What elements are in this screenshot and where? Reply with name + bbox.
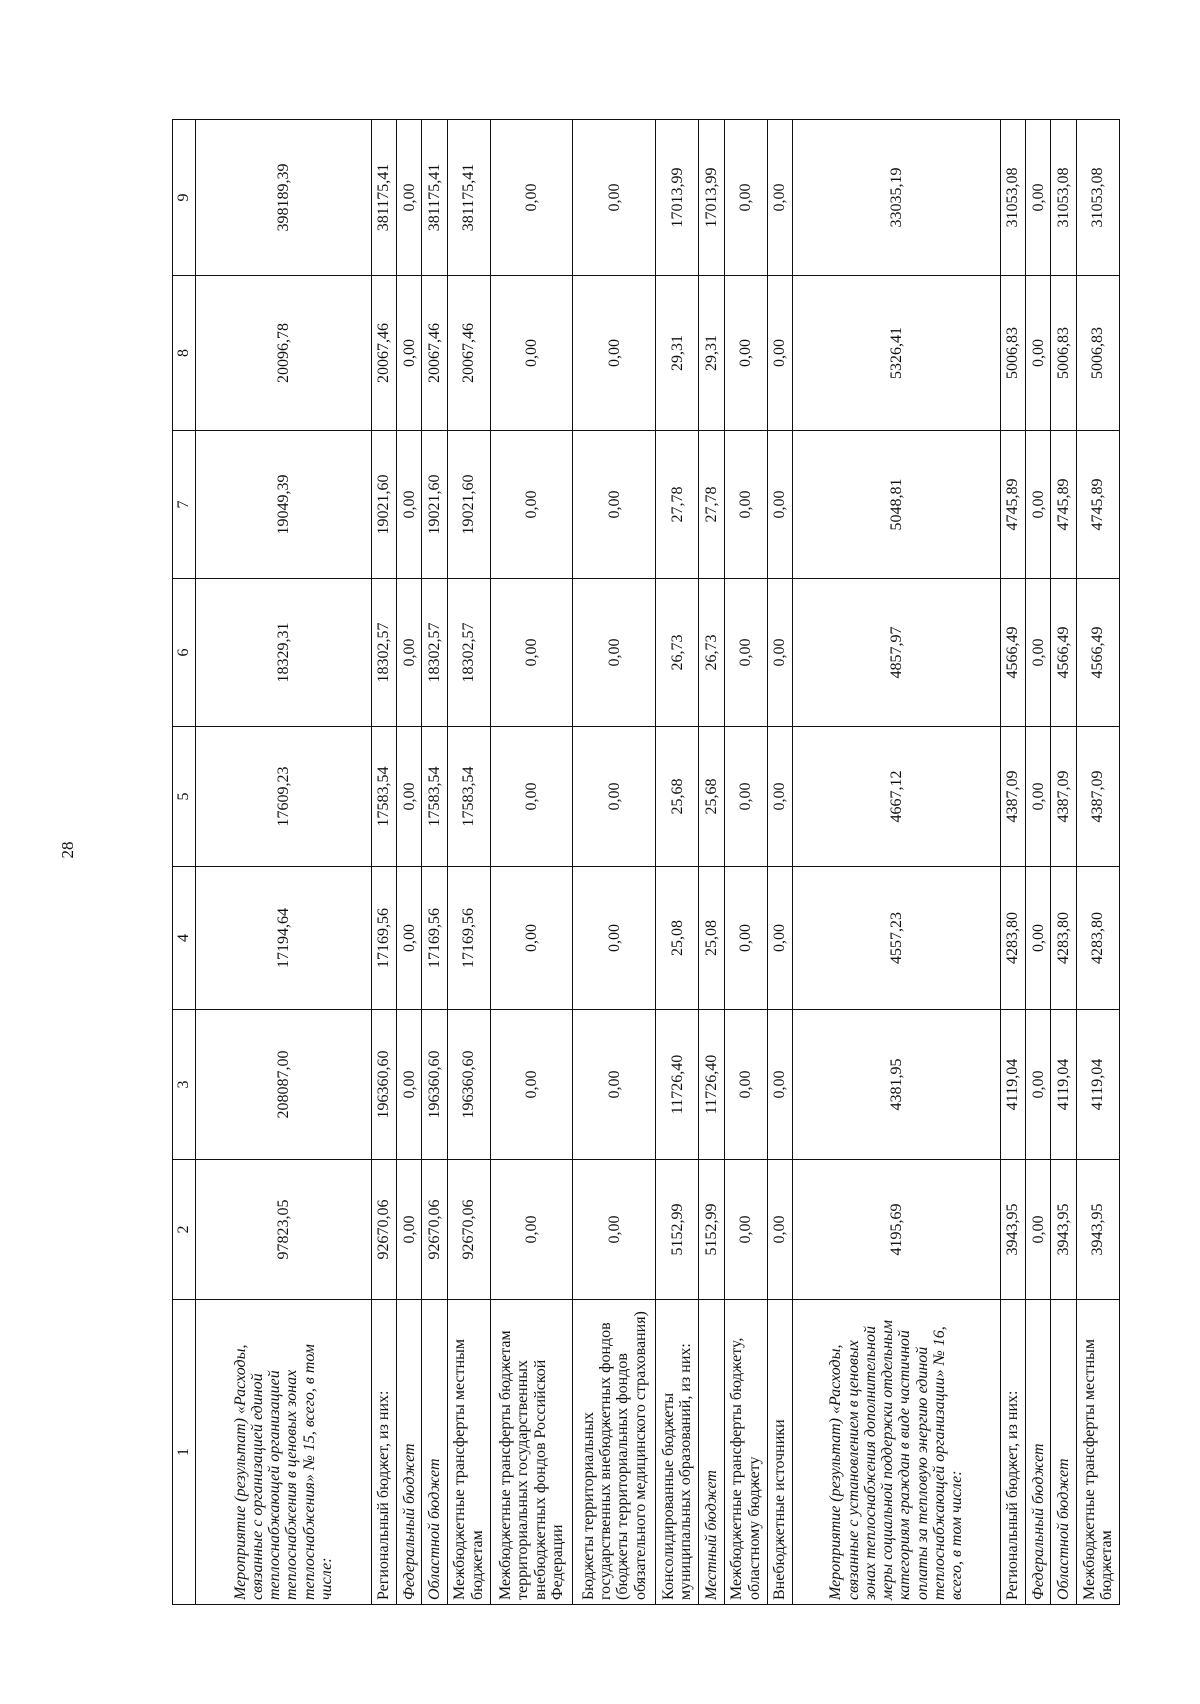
table-row bbox=[371, 120, 396, 1605]
value-cell: 0,00 bbox=[573, 1160, 656, 1300]
table-row bbox=[490, 120, 573, 1605]
value-cell: 0,00 bbox=[573, 727, 656, 867]
value-cell: 381175,41 bbox=[422, 120, 447, 276]
value-cell: 0,00 bbox=[724, 1010, 767, 1160]
value-cell: 381175,41 bbox=[447, 120, 490, 276]
column-header: 7 bbox=[173, 431, 196, 579]
value-cell: 0,00 bbox=[767, 1010, 792, 1160]
value-cell: 0,00 bbox=[767, 276, 792, 431]
value-cell: 5006,83 bbox=[1051, 276, 1076, 431]
value-cell: 0,00 bbox=[724, 1160, 767, 1300]
value-cell: 0,00 bbox=[1026, 276, 1051, 431]
value-cell: 19021,60 bbox=[447, 431, 490, 579]
row-label: Региональный бюджет, из них: bbox=[371, 1300, 396, 1605]
row-label: Межбюджетные трансферты бюджету, областному бюджету bbox=[724, 1300, 767, 1605]
value-cell: 4667,12 bbox=[792, 727, 1000, 867]
value-cell: 4283,80 bbox=[1076, 867, 1119, 1010]
header-row bbox=[173, 120, 196, 1605]
value-cell: 0,00 bbox=[1026, 727, 1051, 867]
value-cell: 0,00 bbox=[1026, 120, 1051, 276]
value-cell: 0,00 bbox=[724, 120, 767, 276]
value-cell: 26,73 bbox=[699, 579, 724, 727]
value-cell: 0,00 bbox=[1026, 579, 1051, 727]
value-cell: 0,00 bbox=[767, 727, 792, 867]
value-cell: 0,00 bbox=[573, 579, 656, 727]
value-cell: 18302,57 bbox=[422, 579, 447, 727]
value-cell: 5006,83 bbox=[1076, 276, 1119, 431]
row-label: Консолидированные бюджеты муниципальных образований, из них: bbox=[656, 1300, 699, 1605]
row-label: Федеральный бюджет bbox=[397, 1300, 422, 1605]
value-cell: 0,00 bbox=[767, 431, 792, 579]
table-row bbox=[724, 120, 767, 1605]
value-cell: 18302,57 bbox=[371, 579, 396, 727]
value-cell: 25,08 bbox=[656, 867, 699, 1010]
value-cell: 29,31 bbox=[656, 276, 699, 431]
table-row bbox=[1000, 120, 1025, 1605]
value-cell: 0,00 bbox=[724, 431, 767, 579]
row-label: Мероприятие (результат) «Расходы, связанные с организацией единой теплоснабжающей организацией теплоснабжения в ценовых зонах теплоснабжения» № 15, всего, в том числе: bbox=[196, 1300, 372, 1605]
value-cell: 17609,23 bbox=[196, 727, 372, 867]
table-row bbox=[767, 120, 792, 1605]
table-row bbox=[397, 120, 422, 1605]
value-cell: 0,00 bbox=[767, 120, 792, 276]
value-cell: 4387,09 bbox=[1076, 727, 1119, 867]
value-cell: 17169,56 bbox=[422, 867, 447, 1010]
value-cell: 20096,78 bbox=[196, 276, 372, 431]
column-header: 9 bbox=[173, 120, 196, 276]
value-cell: 5326,41 bbox=[792, 276, 1000, 431]
value-cell: 19021,60 bbox=[371, 431, 396, 579]
value-cell: 196360,60 bbox=[422, 1010, 447, 1160]
value-cell: 20067,46 bbox=[371, 276, 396, 431]
value-cell: 4387,09 bbox=[1000, 727, 1025, 867]
value-cell: 18302,57 bbox=[447, 579, 490, 727]
value-cell: 5152,99 bbox=[656, 1160, 699, 1300]
value-cell: 92670,06 bbox=[447, 1160, 490, 1300]
value-cell: 3943,95 bbox=[1000, 1160, 1025, 1300]
rotated-table-wrapper bbox=[172, 120, 1120, 1605]
table-row bbox=[447, 120, 490, 1605]
value-cell: 0,00 bbox=[490, 276, 573, 431]
row-label: Областной бюджет bbox=[1051, 1300, 1076, 1605]
value-cell: 4857,97 bbox=[792, 579, 1000, 727]
value-cell: 0,00 bbox=[573, 431, 656, 579]
value-cell: 208087,00 bbox=[196, 1010, 372, 1160]
value-cell: 4566,49 bbox=[1000, 579, 1025, 727]
value-cell: 26,73 bbox=[656, 579, 699, 727]
value-cell: 31053,08 bbox=[1000, 120, 1025, 276]
value-cell: 20067,46 bbox=[422, 276, 447, 431]
table-row bbox=[573, 120, 656, 1605]
value-cell: 92670,06 bbox=[371, 1160, 396, 1300]
table-row bbox=[1076, 120, 1119, 1605]
value-cell: 25,08 bbox=[699, 867, 724, 1010]
value-cell: 17013,99 bbox=[656, 120, 699, 276]
value-cell: 4387,09 bbox=[1051, 727, 1076, 867]
value-cell: 0,00 bbox=[573, 867, 656, 1010]
value-cell: 20067,46 bbox=[447, 276, 490, 431]
value-cell: 5006,83 bbox=[1000, 276, 1025, 431]
value-cell: 19021,60 bbox=[422, 431, 447, 579]
column-header: 6 bbox=[173, 579, 196, 727]
value-cell: 4119,04 bbox=[1051, 1010, 1076, 1160]
row-label: Областной бюджет bbox=[422, 1300, 447, 1605]
value-cell: 17194,64 bbox=[196, 867, 372, 1010]
value-cell: 0,00 bbox=[490, 1010, 573, 1160]
table-row bbox=[656, 120, 699, 1605]
value-cell: 0,00 bbox=[767, 867, 792, 1010]
row-label: Федеральный бюджет bbox=[1026, 1300, 1051, 1605]
value-cell: 0,00 bbox=[1026, 1010, 1051, 1160]
value-cell: 4119,04 bbox=[1000, 1010, 1025, 1160]
value-cell: 4283,80 bbox=[1051, 867, 1076, 1010]
table-row bbox=[422, 120, 447, 1605]
value-cell: 4745,89 bbox=[1000, 431, 1025, 579]
table-row bbox=[1026, 120, 1051, 1605]
value-cell: 0,00 bbox=[397, 1160, 422, 1300]
row-label: Местный бюджет bbox=[699, 1300, 724, 1605]
value-cell: 0,00 bbox=[490, 120, 573, 276]
value-cell: 31053,08 bbox=[1051, 120, 1076, 276]
value-cell: 0,00 bbox=[767, 1160, 792, 1300]
value-cell: 17583,54 bbox=[422, 727, 447, 867]
value-cell: 0,00 bbox=[397, 431, 422, 579]
value-cell: 0,00 bbox=[397, 120, 422, 276]
table-row bbox=[792, 120, 1000, 1605]
value-cell: 4557,23 bbox=[792, 867, 1000, 1010]
value-cell: 27,78 bbox=[656, 431, 699, 579]
value-cell: 11726,40 bbox=[699, 1010, 724, 1160]
value-cell: 4119,04 bbox=[1076, 1010, 1119, 1160]
value-cell: 27,78 bbox=[699, 431, 724, 579]
value-cell: 0,00 bbox=[490, 431, 573, 579]
value-cell: 3943,95 bbox=[1076, 1160, 1119, 1300]
column-header: 3 bbox=[173, 1010, 196, 1160]
value-cell: 4745,89 bbox=[1051, 431, 1076, 579]
value-cell: 11726,40 bbox=[656, 1010, 699, 1160]
value-cell: 5152,99 bbox=[699, 1160, 724, 1300]
column-header: 4 bbox=[173, 867, 196, 1010]
row-label: Межбюджетные трансферты местным бюджетам bbox=[1076, 1300, 1119, 1605]
value-cell: 17013,99 bbox=[699, 120, 724, 276]
value-cell: 0,00 bbox=[490, 727, 573, 867]
value-cell: 0,00 bbox=[397, 276, 422, 431]
value-cell: 0,00 bbox=[573, 1010, 656, 1160]
value-cell: 29,31 bbox=[699, 276, 724, 431]
value-cell: 0,00 bbox=[1026, 867, 1051, 1010]
value-cell: 3943,95 bbox=[1051, 1160, 1076, 1300]
column-header: 8 bbox=[173, 276, 196, 431]
value-cell: 25,68 bbox=[656, 727, 699, 867]
row-label: Внебюджетные источники bbox=[767, 1300, 792, 1605]
value-cell: 196360,60 bbox=[371, 1010, 396, 1160]
value-cell: 0,00 bbox=[1026, 1160, 1051, 1300]
value-cell: 0,00 bbox=[573, 276, 656, 431]
row-label: Региональный бюджет, из них: bbox=[1000, 1300, 1025, 1605]
value-cell: 0,00 bbox=[724, 579, 767, 727]
row-label: Бюджеты территориальных государственных внебюджетных фондов (бюджеты территориальных фондов обязательного медицинского страхования) bbox=[573, 1300, 656, 1605]
value-cell: 17583,54 bbox=[371, 727, 396, 867]
table-row bbox=[1051, 120, 1076, 1605]
page-number: 28 bbox=[58, 841, 77, 859]
value-cell: 381175,41 bbox=[371, 120, 396, 276]
column-header: 5 bbox=[173, 727, 196, 867]
table-row bbox=[699, 120, 724, 1605]
value-cell: 33035,19 bbox=[792, 120, 1000, 276]
value-cell: 4566,49 bbox=[1051, 579, 1076, 727]
value-cell: 0,00 bbox=[1026, 431, 1051, 579]
value-cell: 4283,80 bbox=[1000, 867, 1025, 1010]
value-cell: 4381,95 bbox=[792, 1010, 1000, 1160]
value-cell: 25,68 bbox=[699, 727, 724, 867]
value-cell: 92670,06 bbox=[422, 1160, 447, 1300]
value-cell: 4195,69 bbox=[792, 1160, 1000, 1300]
value-cell: 31053,08 bbox=[1076, 120, 1119, 276]
value-cell: 0,00 bbox=[767, 579, 792, 727]
value-cell: 0,00 bbox=[724, 276, 767, 431]
value-cell: 0,00 bbox=[397, 867, 422, 1010]
budget-table bbox=[172, 119, 1120, 1605]
value-cell: 0,00 bbox=[724, 727, 767, 867]
value-cell: 398189,39 bbox=[196, 120, 372, 276]
value-cell: 0,00 bbox=[724, 867, 767, 1010]
value-cell: 17169,56 bbox=[447, 867, 490, 1010]
value-cell: 196360,60 bbox=[447, 1010, 490, 1160]
table-body bbox=[196, 120, 1120, 1605]
value-cell: 18329,31 bbox=[196, 579, 372, 727]
value-cell: 0,00 bbox=[397, 579, 422, 727]
row-label: Межбюджетные трансферты местным бюджетам bbox=[447, 1300, 490, 1605]
column-header: 1 bbox=[173, 1300, 196, 1605]
value-cell: 0,00 bbox=[490, 1160, 573, 1300]
row-label: Мероприятие (результат) «Расходы, связанные с установлением в ценовых зонах теплоснабжения дополнительной меры социальной поддержки отдельным категориям граждан в виде частичной оплаты за тепловую энергию единой теплоснабжающей организации» № 16, всего, в том числе: bbox=[792, 1300, 1000, 1605]
value-cell: 4745,89 bbox=[1076, 431, 1119, 579]
value-cell: 0,00 bbox=[573, 120, 656, 276]
value-cell: 0,00 bbox=[397, 727, 422, 867]
value-cell: 17169,56 bbox=[371, 867, 396, 1010]
value-cell: 0,00 bbox=[490, 867, 573, 1010]
value-cell: 4566,49 bbox=[1076, 579, 1119, 727]
value-cell: 17583,54 bbox=[447, 727, 490, 867]
value-cell: 19049,39 bbox=[196, 431, 372, 579]
value-cell: 5048,81 bbox=[792, 431, 1000, 579]
value-cell: 0,00 bbox=[397, 1010, 422, 1160]
value-cell: 97823,05 bbox=[196, 1160, 372, 1300]
value-cell: 0,00 bbox=[490, 579, 573, 727]
row-label: Межбюджетные трансферты бюджетам территориальных государственных внебюджетных фондов Российской Федерации bbox=[490, 1300, 573, 1605]
table-row bbox=[196, 120, 372, 1605]
column-header: 2 bbox=[173, 1160, 196, 1300]
